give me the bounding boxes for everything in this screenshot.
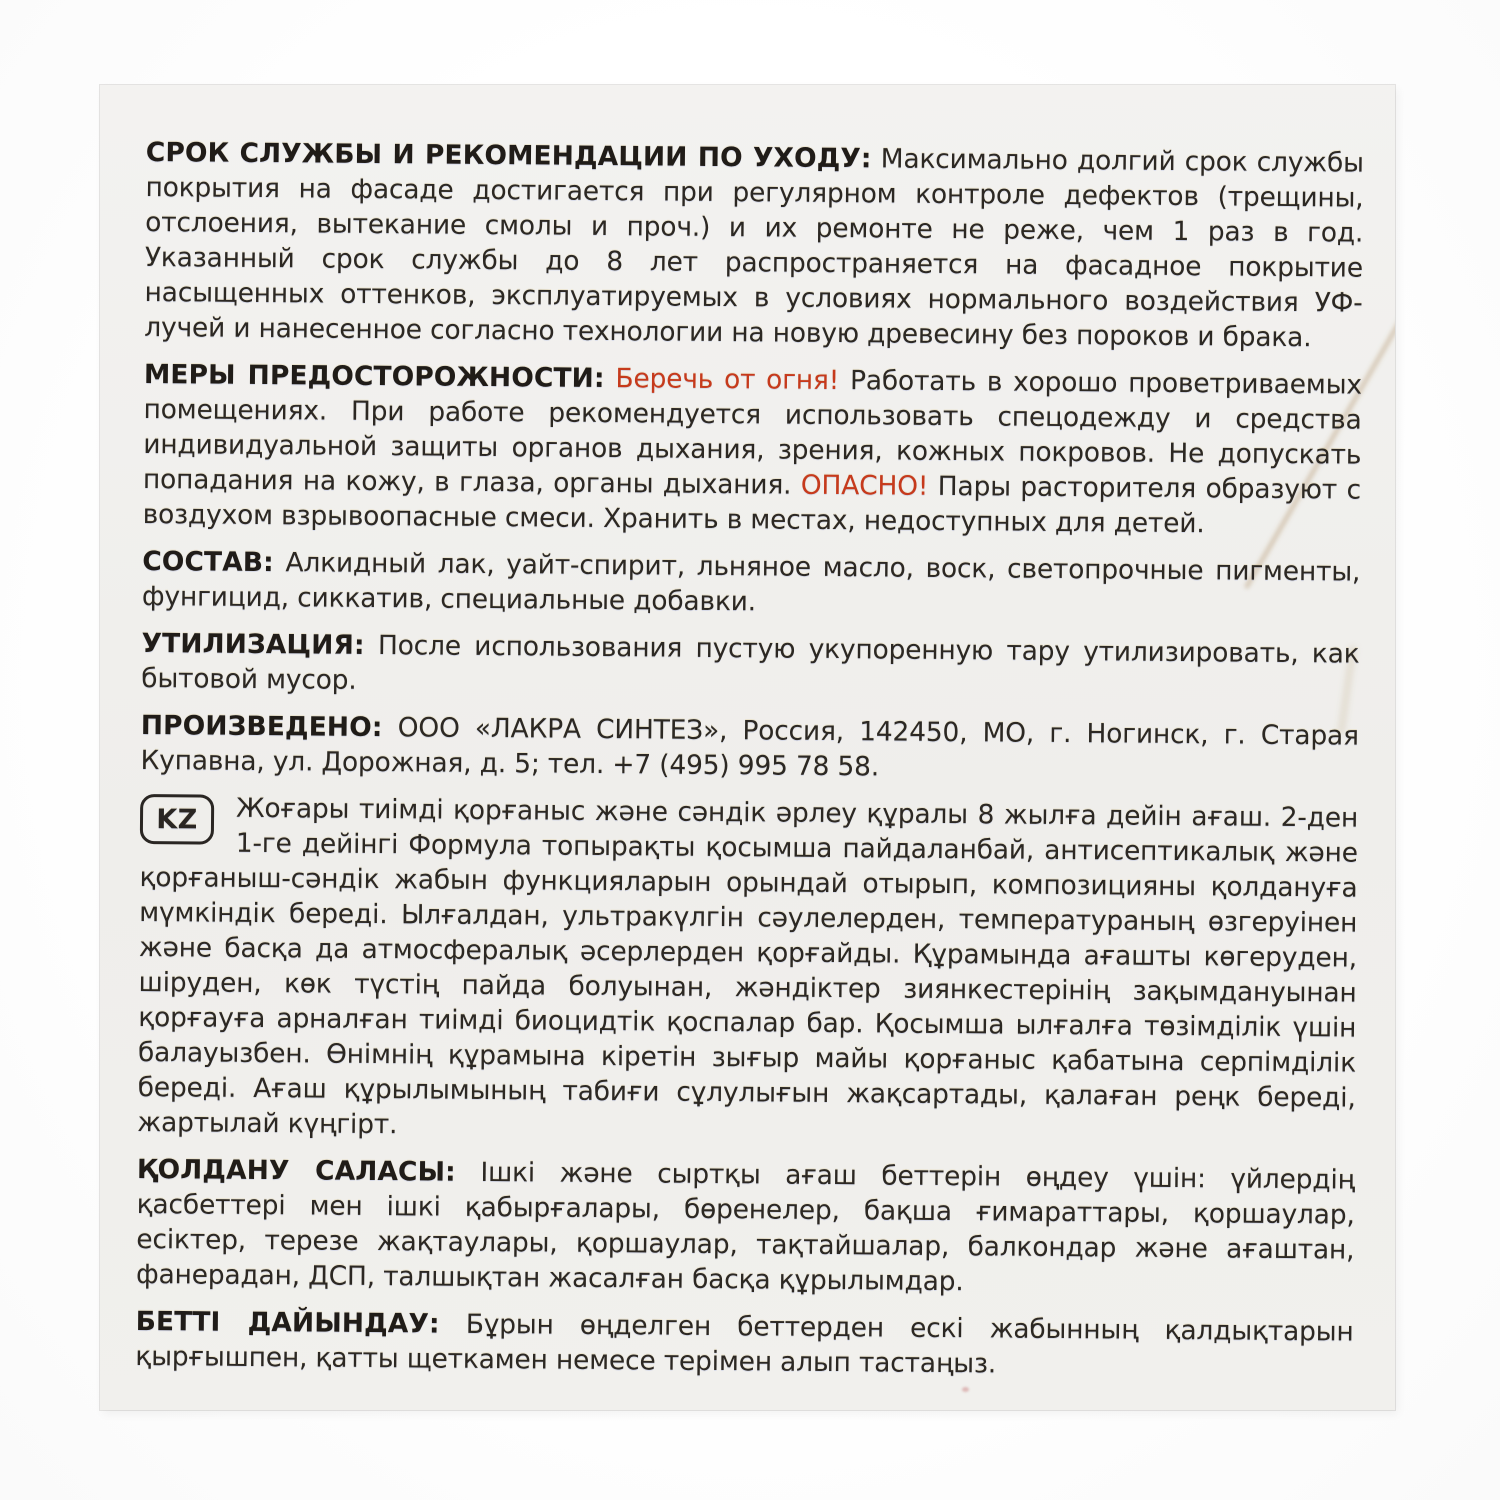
danger-warning-text: ОПАСНО! [800, 469, 929, 502]
section-kz-description [137, 790, 1358, 1151]
precautions-text-1: Работать в хорошо проветриваемых помещениях. При работе рекомендуется использовать спецодежду и средства индивидуальной защиты органов дыхания, зрения, кожных покровов. Не допускать попадания на кожу, в глаза, органы дыхания. [142, 365, 1362, 501]
surface-prep-heading: БЕТТІ ДАЙЫНДАУ: [135, 1305, 440, 1340]
section-composition [142, 544, 1361, 625]
kz-badge-label: KZ [156, 803, 198, 835]
application-heading: ҚОЛДАНУ САЛАСЫ: [136, 1153, 456, 1188]
label-text-block [135, 135, 1364, 1397]
service-life-text: Максимально долгий срок службы покрытия на фасаде достигается при регулярном контроле дефектов (трещины, отслоения, вытекание смолы и проч.) и их ремонте не реже, чем 1 раз в год. Указанный срок службы до 8 лет распространяется на фасадное покрытие насыщенных оттенков, эксплуатируемых в условиях нормального воздействия УФ-лучей и нанесенное согласно технологии на новую древесину без пороков и брака. [144, 143, 1364, 354]
precautions-heading: МЕРЫ ПРЕДОСТОРОЖНОСТИ: [143, 358, 605, 395]
kz-description-text: Жоғары тиімді қорғаныс және сәндік әрлеу құралы 8 жылға дейін ағаш. 2-ден 1-ге дейінгі Формула топырақты қосымша пайдаланбай, антисептикалық және қорғаныш-сәндік жабын функцияларын орындай отырып, композицияны қолдануға мүмкіндік береді. Ылғалдан, ультракүлгін сәулелерден, температураның өзгеруінен және басқа да атмосфералық әсерлерден қорғайды. Құрамында ағашты көгеруден, шіруден, көк түстің пайда болуынан, жәндіктер зиянкестерінің зақымдануынан қорғауға арналған тиімді биоцидтік қоспалар бар. Қосымша ылғалға төзімділік үшін балауызбен. Өнімнің құрамына кіретін зығыр майы қорғаныс қабатына серпімділік береді. Ағаш құрылымының табиғи сұлулығын жақсартады, қалаған реңк береді, жартылай күңгірт. [137, 792, 1359, 1141]
manufactured-text: ООО «ЛАКРА СИНТЕЗ», Россия, 142450, МО, г. Ногинск, г. Старая Купавна, ул. Дорожная, д. 5; тел. +7 (495) 995 78 58. [140, 712, 1359, 783]
section-precautions [143, 357, 1362, 543]
fire-warning-text: Беречь от огня! [615, 363, 840, 397]
section-service-life [144, 135, 1364, 356]
precautions-text-2: Пары расторителя образуют с воздухом взрывоопасные смеси. Хранить в местах, недоступных для детей. [142, 470, 1362, 540]
composition-heading: СОСТАВ: [142, 545, 274, 579]
section-application [136, 1152, 1355, 1303]
section-surface-prep [135, 1304, 1354, 1385]
section-manufactured [140, 708, 1359, 789]
kz-badge [140, 794, 214, 845]
section-disposal [141, 626, 1360, 707]
disposal-text: После использования пустую укупоренную тару утилизировать, как бытовой мусор. [141, 630, 1360, 696]
application-text: Ішкі және сыртқы ағаш беттерін өңдеу үшін: үйлердің қасбеттері мен ішкі қабырғалары, бөренелер, бақша ғимараттары, қоршаулар, есіктер, терезе жақтаулары, қоршаулар, тақтайшалар, балкондар және ағаштан, фанерадан, ДСП, талшықтан жасалған басқа құрылымдар. [135, 1156, 1356, 1298]
product-label [100, 85, 1395, 1410]
surface-prep-text: Бұрын өңделген беттерден ескі жабынның қалдықтарын қырғышпен, қатты щеткамен немесе терімен алып тастаңыз. [135, 1308, 1354, 1380]
service-life-heading: СРОК СЛУЖБЫ И РЕКОМЕНДАЦИИ ПО УХОДУ: [145, 136, 872, 175]
composition-text: Алкидный лак, уайт-спирит, льняное масло, воск, светопрочные пигменты, фунгицид, сиккатив, специальные добавки. [141, 547, 1361, 618]
disposal-heading: УТИЛИЗАЦИЯ: [141, 627, 365, 661]
manufactured-heading: ПРОИЗВЕДЕНО: [140, 709, 383, 744]
